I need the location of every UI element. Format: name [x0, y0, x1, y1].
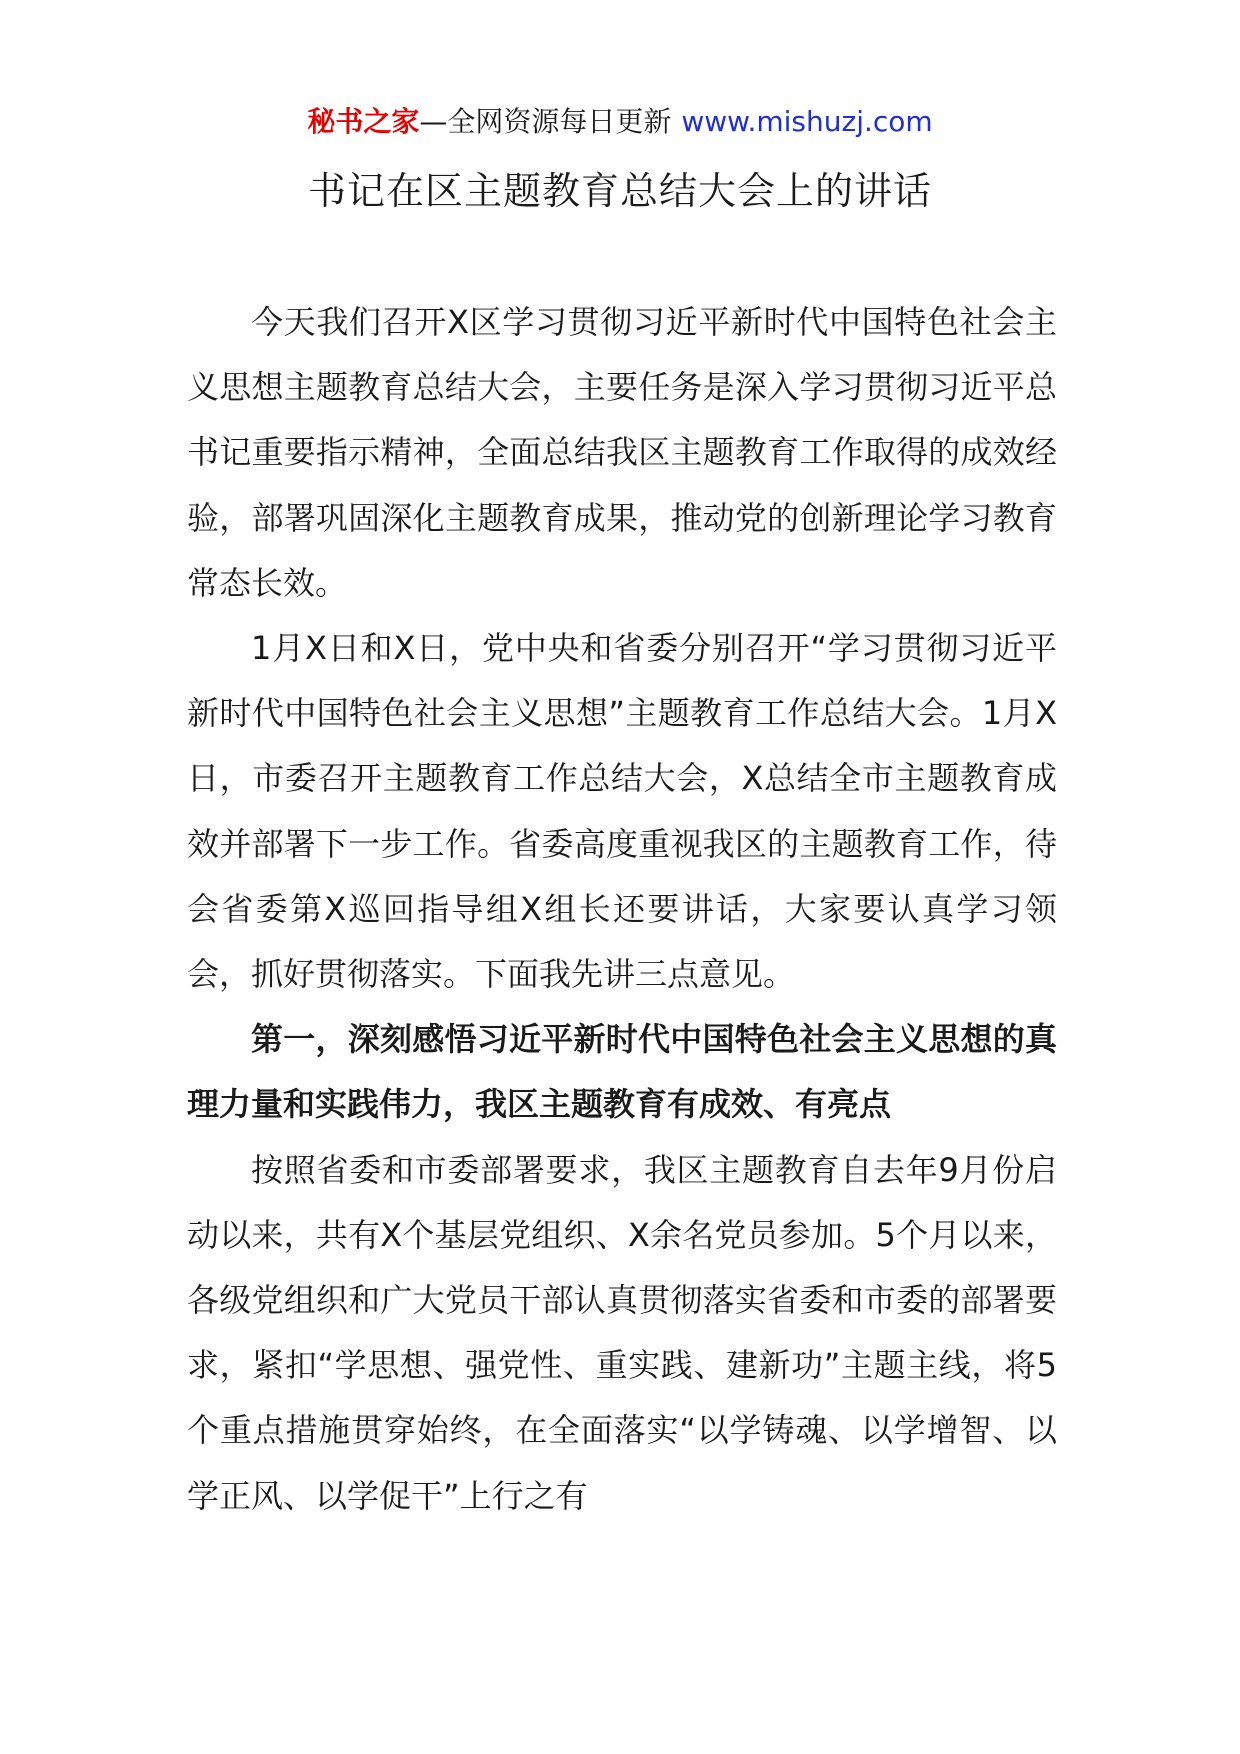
site-tagline: —全网资源每日更新 — [419, 105, 672, 138]
document-title: 书记在区主题教育总结大会上的讲话 — [307, 169, 932, 213]
site-url-link[interactable]: www.mishuzj.com — [681, 105, 933, 138]
document-body — [187, 290, 1057, 1529]
section-heading-first: 第一，深刻感悟习近平新时代中国特色社会主义思想的真理力量和实践伟力，我区主题教育有成效、有亮点 — [187, 1020, 1057, 1124]
paragraph-background: 1月X日和X日，党中央和省委分别召开“学习贯彻习近平新时代中国特色社会主义思想”主题教育工作总结大会。1月X日，市委召开主题教育工作总结大会，X总结全市主题教育成效并部署下一步工作。省委高度重视我区的主题教育工作，待会省委第X巡回指导组X组长还要讲话，大家要认真学习领会，抓好贯彻落实。下面我先讲三点意见。 — [187, 629, 1057, 994]
paragraph-achievements: 按照省委和市委部署要求，我区主题教育自去年9月份启动以来，共有X个基层党组织、X余名党员参加。5个月以来，各级党组织和广大党员干部认真贯彻落实省委和市委的部署要求，紧扣“学思想、强党性、重实践、建新功”主题主线，将5个重点措施贯穿始终，在全面落实“以学铸魂、以学增智、以学正风、以学促干”上行之有 — [187, 1150, 1057, 1515]
paragraph-intro: 今天我们召开X区学习贯彻习近平新时代中国特色社会主义思想主题教育总结大会，主要任务是深入学习贯彻习近平总书记重要指示精神，全面总结我区主题教育工作取得的成效经验，部署巩固深化主题教育成果，推动党的创新理论学习教育常态长效。 — [187, 303, 1057, 602]
site-name: 秘书之家 — [307, 105, 420, 138]
site-header — [0, 102, 1240, 142]
